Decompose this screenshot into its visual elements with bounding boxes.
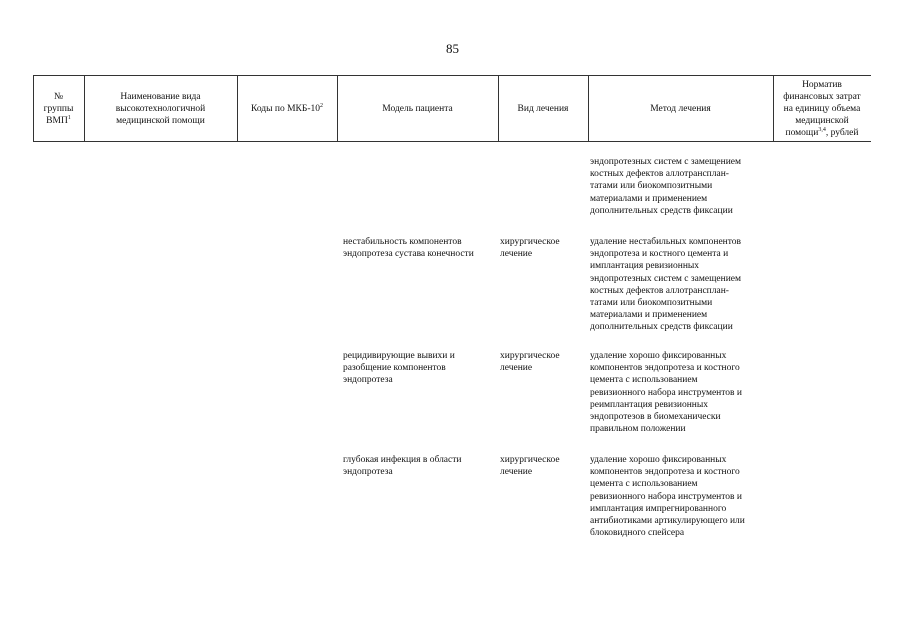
header-financial-norm: Норматив финансовых затрат на единицу объема медицинской помощи$^{3,4}$, рублей <box>783 79 861 138</box>
header-patient-model: Модель пациента <box>382 103 453 114</box>
header-treatment-type: Вид лечения <box>517 103 569 114</box>
header-treatment-method: Метод лечения <box>650 103 711 114</box>
row-patient-model: рецидивирующие вывихи и разобщение компонентов эндопротеза <box>343 351 455 386</box>
header-icd10-codes: Коды по МКБ-$10^2$ <box>250 102 324 114</box>
header-care-type-name: Наименование вида высокотехнологичной медицинской помощи <box>115 91 206 126</box>
row-method: удаление нестабильных компонентов эндопротеза и костного цемента и имплантация ревизионных эндопротезных систем с замещением костных дефектов аллотрансплан- татами или биокомпозитными материалами и применением дополнительных средств фиксации <box>590 237 742 333</box>
header-group-number: № группы ВМП$^1$ <box>43 91 74 126</box>
row-method: удаление хорошо фиксированных компонентов эндопротеза и костного цемента с использованием ревизионного набора инструментов и имплантация импрегнированного антибиотиками артикулирующего или блоковидного спейсера <box>590 455 745 539</box>
page-number: 85 <box>446 41 459 56</box>
row-method: эндопротезных систем с замещением костных дефектов аллотрансплан- татами или биокомпозитными материалами и применением дополнительных средств фиксации <box>590 157 742 216</box>
row-method: удаление хорошо фиксированных компонентов эндопротеза и костного цемента с использованием ревизионного набора инструментов и реимплантация ревизионных эндопротезов в биомеханически правильном положении <box>590 351 742 435</box>
table-header <box>33 75 871 142</box>
row-treatment-type: хирургическое лечение <box>500 455 560 478</box>
row-treatment-type: хирургическое лечение <box>500 351 560 374</box>
row-treatment-type: хирургическое лечение <box>500 237 560 260</box>
row-patient-model: глубокая инфекция в области эндопротеза <box>343 455 462 478</box>
row-patient-model: нестабильность компонентов эндопротеза сустава конечности <box>343 237 474 260</box>
